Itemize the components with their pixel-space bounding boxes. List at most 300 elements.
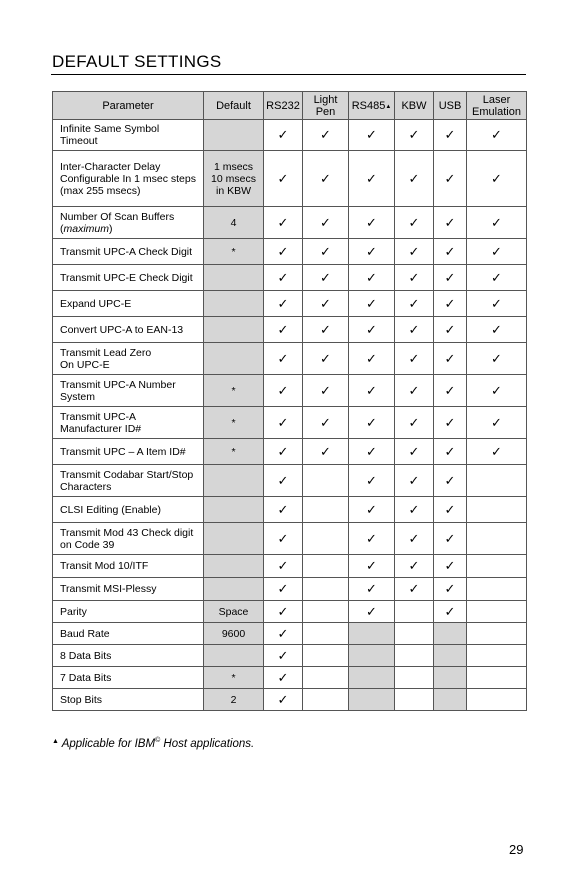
parameter-line: Number Of Scan Buffers bbox=[60, 210, 175, 223]
check-icon: ✓ bbox=[320, 321, 331, 337]
cell-light-pen bbox=[303, 497, 349, 523]
cell-usb bbox=[434, 120, 467, 151]
table-row bbox=[53, 239, 527, 265]
cell-light-pen bbox=[303, 407, 349, 439]
check-icon: ✓ bbox=[277, 321, 289, 337]
cell-rs232 bbox=[264, 601, 303, 623]
check-icon: ✓ bbox=[320, 295, 331, 311]
cell-rs232 bbox=[264, 151, 303, 207]
cell-rs485 bbox=[349, 667, 395, 689]
table-row bbox=[53, 151, 527, 207]
check-icon: ✓ bbox=[277, 295, 289, 311]
parameter-cell bbox=[53, 439, 204, 465]
parameter-cell bbox=[53, 555, 204, 578]
default-cell bbox=[204, 497, 264, 523]
page-number: 29 bbox=[509, 842, 524, 857]
parameter-line: (max 255 msecs) bbox=[60, 184, 141, 197]
cell-rs485 bbox=[349, 465, 395, 497]
header-laser-emulation: Laser Emulation bbox=[467, 92, 527, 120]
check-icon: ✓ bbox=[366, 269, 377, 285]
cell-rs485 bbox=[349, 120, 395, 151]
table-row bbox=[53, 120, 527, 151]
default-value: in KBW bbox=[215, 184, 251, 197]
cell-laser-emulation bbox=[467, 645, 527, 667]
cell-rs232 bbox=[264, 439, 303, 465]
parameter-line: Transmit UPC-A Check Digit bbox=[60, 245, 193, 258]
check-icon: ✓ bbox=[277, 603, 289, 619]
cell-light-pen bbox=[303, 239, 349, 265]
default-cell bbox=[204, 407, 264, 439]
check-icon: ✓ bbox=[444, 170, 456, 186]
parameter-cell bbox=[53, 317, 204, 343]
check-icon: ✓ bbox=[320, 443, 331, 459]
cell-laser-emulation bbox=[467, 407, 527, 439]
cell-kbw bbox=[395, 239, 434, 265]
parameter-line: Transmit UPC-A Number bbox=[60, 378, 176, 391]
default-value: * bbox=[231, 416, 236, 429]
parameter-cell bbox=[53, 601, 204, 623]
check-icon: ✓ bbox=[444, 243, 456, 259]
parameter-line: Infinite Same Symbol bbox=[60, 123, 160, 135]
check-icon: ✓ bbox=[408, 269, 420, 285]
check-icon: ✓ bbox=[320, 350, 331, 366]
cell-kbw bbox=[395, 667, 434, 689]
cell-laser-emulation bbox=[467, 497, 527, 523]
table-row bbox=[53, 555, 527, 578]
cell-rs485 bbox=[349, 645, 395, 667]
cell-kbw bbox=[395, 291, 434, 317]
cell-laser-emulation bbox=[467, 343, 527, 375]
check-icon: ✓ bbox=[277, 414, 289, 430]
check-icon: ✓ bbox=[408, 530, 420, 546]
cell-laser-emulation bbox=[467, 375, 527, 407]
registered-mark: © bbox=[155, 737, 161, 744]
table-row bbox=[53, 343, 527, 375]
cell-kbw bbox=[395, 465, 434, 497]
check-icon: ✓ bbox=[408, 472, 420, 488]
cell-usb bbox=[434, 407, 467, 439]
parameter-line: Expand UPC-E bbox=[60, 297, 132, 310]
cell-light-pen bbox=[303, 439, 349, 465]
cell-kbw bbox=[395, 555, 434, 578]
parameter-line: on Code 39 bbox=[60, 538, 115, 551]
page-title bbox=[52, 52, 222, 72]
check-icon: ✓ bbox=[444, 414, 456, 430]
check-icon: ✓ bbox=[277, 647, 289, 663]
check-icon: ✓ bbox=[491, 382, 502, 398]
parameter-line: Transmit Codabar Start/Stop bbox=[60, 468, 194, 481]
cell-light-pen bbox=[303, 375, 349, 407]
check-icon: ✓ bbox=[277, 581, 289, 596]
cell-light-pen bbox=[303, 151, 349, 207]
check-icon: ✓ bbox=[366, 501, 377, 517]
check-icon: ✓ bbox=[444, 530, 456, 546]
header-rs485 bbox=[349, 92, 395, 120]
check-icon: ✓ bbox=[277, 472, 289, 488]
default-cell bbox=[204, 523, 264, 555]
cell-laser-emulation bbox=[467, 439, 527, 465]
check-icon: ✓ bbox=[366, 414, 377, 430]
cell-rs232 bbox=[264, 407, 303, 439]
parameter-line: Timeout bbox=[60, 135, 98, 147]
check-icon: ✓ bbox=[444, 472, 456, 488]
table-header-row bbox=[53, 92, 527, 120]
default-cell bbox=[204, 645, 264, 667]
cell-laser-emulation bbox=[467, 239, 527, 265]
cell-laser-emulation bbox=[467, 523, 527, 555]
parameter-cell bbox=[53, 689, 204, 711]
header-rs485-label: RS485 bbox=[351, 99, 386, 112]
check-icon: ✓ bbox=[408, 581, 420, 596]
cell-kbw bbox=[395, 375, 434, 407]
cell-usb bbox=[434, 375, 467, 407]
cell-usb bbox=[434, 645, 467, 667]
title-initial-2: S bbox=[134, 52, 146, 71]
check-icon: ✓ bbox=[320, 170, 331, 186]
default-cell bbox=[204, 578, 264, 601]
check-icon: ✓ bbox=[491, 443, 502, 459]
cell-laser-emulation bbox=[467, 265, 527, 291]
cell-rs232 bbox=[264, 120, 303, 151]
default-cell bbox=[204, 265, 264, 291]
cell-usb bbox=[434, 439, 467, 465]
cell-rs485 bbox=[349, 239, 395, 265]
table-row bbox=[53, 578, 527, 601]
cell-kbw bbox=[395, 151, 434, 207]
cell-kbw bbox=[395, 407, 434, 439]
default-value: * bbox=[231, 445, 236, 458]
cell-rs232 bbox=[264, 265, 303, 291]
check-icon: ✓ bbox=[444, 214, 456, 230]
check-icon: ✓ bbox=[277, 127, 289, 142]
cell-rs232 bbox=[264, 555, 303, 578]
check-icon: ✓ bbox=[444, 382, 456, 398]
cell-laser-emulation bbox=[467, 465, 527, 497]
cell-rs232 bbox=[264, 623, 303, 645]
cell-kbw bbox=[395, 207, 434, 239]
cell-rs232 bbox=[264, 578, 303, 601]
cell-usb bbox=[434, 689, 467, 711]
cell-laser-emulation bbox=[467, 578, 527, 601]
cell-usb bbox=[434, 291, 467, 317]
check-icon: ✓ bbox=[408, 443, 420, 459]
check-icon: ✓ bbox=[277, 669, 289, 685]
check-icon: ✓ bbox=[366, 243, 377, 259]
default-cell bbox=[204, 239, 264, 265]
parameter-line: 7 Data Bits bbox=[60, 671, 112, 684]
parameter-cell bbox=[53, 375, 204, 407]
cell-usb bbox=[434, 465, 467, 497]
parameter-line: Transmit Mod 43 Check digit bbox=[60, 526, 194, 539]
parameter-line: Baud Rate bbox=[60, 627, 110, 640]
check-icon: ✓ bbox=[366, 295, 377, 311]
default-cell bbox=[204, 555, 264, 578]
table-row bbox=[53, 645, 527, 667]
cell-laser-emulation bbox=[467, 207, 527, 239]
check-icon: ✓ bbox=[408, 170, 420, 186]
check-icon: ✓ bbox=[366, 350, 377, 366]
cell-rs485 bbox=[349, 623, 395, 645]
check-icon: ✓ bbox=[277, 170, 289, 186]
parameter-line: Parity bbox=[60, 605, 87, 618]
check-icon: ✓ bbox=[277, 269, 289, 285]
cell-rs232 bbox=[264, 207, 303, 239]
check-icon: ✓ bbox=[408, 243, 420, 259]
check-icon: ✓ bbox=[277, 382, 289, 398]
triangle-icon: ▲ bbox=[52, 738, 59, 745]
parameter-cell bbox=[53, 151, 204, 207]
check-icon: ✓ bbox=[444, 501, 456, 517]
check-icon: ✓ bbox=[277, 214, 289, 230]
cell-laser-emulation bbox=[467, 120, 527, 151]
table-row bbox=[53, 623, 527, 645]
check-icon: ✓ bbox=[408, 127, 420, 142]
parameter-line: Manufacturer ID# bbox=[60, 422, 142, 435]
header-usb: USB bbox=[434, 92, 467, 120]
title-initial-1: D bbox=[52, 52, 65, 71]
parameter-cell bbox=[53, 623, 204, 645]
default-cell bbox=[204, 151, 264, 207]
parameter-cell bbox=[53, 667, 204, 689]
check-icon: ✓ bbox=[408, 382, 420, 398]
cell-light-pen bbox=[303, 465, 349, 497]
cell-usb bbox=[434, 151, 467, 207]
check-icon: ✓ bbox=[444, 581, 456, 596]
cell-light-pen bbox=[303, 689, 349, 711]
cell-rs232 bbox=[264, 239, 303, 265]
cell-rs485 bbox=[349, 578, 395, 601]
parameter-line: CLSI Editing (Enable) bbox=[60, 503, 161, 516]
cell-rs485 bbox=[349, 343, 395, 375]
parameter-line: (maximum) bbox=[60, 222, 113, 235]
cell-light-pen bbox=[303, 578, 349, 601]
check-icon: ✓ bbox=[277, 691, 289, 707]
parameter-cell bbox=[53, 120, 204, 151]
cell-usb bbox=[434, 523, 467, 555]
check-icon: ✓ bbox=[444, 603, 456, 619]
cell-usb bbox=[434, 667, 467, 689]
cell-rs485 bbox=[349, 265, 395, 291]
parameter-line: Transmit UPC-E Check Digit bbox=[60, 271, 193, 284]
cell-light-pen bbox=[303, 317, 349, 343]
check-icon: ✓ bbox=[320, 382, 331, 398]
cell-kbw bbox=[395, 265, 434, 291]
check-icon: ✓ bbox=[366, 530, 377, 546]
check-icon: ✓ bbox=[320, 414, 331, 430]
default-cell bbox=[204, 667, 264, 689]
default-value: 9600 bbox=[221, 627, 246, 640]
check-icon: ✓ bbox=[366, 558, 377, 573]
check-icon: ✓ bbox=[366, 581, 377, 596]
default-cell bbox=[204, 689, 264, 711]
cell-laser-emulation bbox=[467, 317, 527, 343]
check-icon: ✓ bbox=[408, 321, 420, 337]
cell-rs485 bbox=[349, 523, 395, 555]
cell-rs232 bbox=[264, 667, 303, 689]
cell-laser-emulation bbox=[467, 555, 527, 578]
cell-light-pen bbox=[303, 645, 349, 667]
check-icon: ✓ bbox=[408, 414, 420, 430]
cell-usb bbox=[434, 239, 467, 265]
table-row bbox=[53, 601, 527, 623]
check-icon: ✓ bbox=[366, 603, 377, 619]
default-cell bbox=[204, 623, 264, 645]
table-row bbox=[53, 207, 527, 239]
table-row bbox=[53, 667, 527, 689]
parameter-line: Stop Bits bbox=[60, 693, 103, 706]
parameter-line: Inter-Character Delay bbox=[60, 160, 161, 173]
parameter-cell bbox=[53, 497, 204, 523]
default-settings-table bbox=[52, 91, 527, 711]
default-value: 10 msecs bbox=[211, 172, 256, 185]
cell-rs485 bbox=[349, 207, 395, 239]
check-icon: ✓ bbox=[277, 530, 289, 546]
parameter-line: Transmit MSI-Plessy bbox=[60, 583, 157, 595]
cell-laser-emulation bbox=[467, 151, 527, 207]
check-icon: ✓ bbox=[444, 443, 456, 459]
footnote-text: Applicable for IBM bbox=[61, 737, 156, 750]
cell-laser-emulation bbox=[467, 291, 527, 317]
cell-rs485 bbox=[349, 439, 395, 465]
parameter-line: Transmit UPC – A Item ID# bbox=[60, 445, 186, 458]
default-cell bbox=[204, 465, 264, 497]
table-row bbox=[53, 465, 527, 497]
table-row bbox=[53, 407, 527, 439]
cell-light-pen bbox=[303, 667, 349, 689]
check-icon: ✓ bbox=[444, 127, 456, 142]
cell-rs485 bbox=[349, 497, 395, 523]
cell-usb bbox=[434, 623, 467, 645]
cell-kbw bbox=[395, 439, 434, 465]
parameter-cell bbox=[53, 343, 204, 375]
parameter-line: 8 Data Bits bbox=[60, 649, 112, 662]
check-icon: ✓ bbox=[408, 501, 420, 517]
cell-rs232 bbox=[264, 523, 303, 555]
check-icon: ✓ bbox=[491, 170, 502, 186]
cell-usb bbox=[434, 555, 467, 578]
check-icon: ✓ bbox=[320, 214, 331, 230]
default-value: 1 msecs bbox=[213, 160, 254, 173]
cell-laser-emulation bbox=[467, 689, 527, 711]
cell-usb bbox=[434, 601, 467, 623]
check-icon: ✓ bbox=[277, 243, 289, 259]
check-icon: ✓ bbox=[444, 295, 456, 311]
cell-usb bbox=[434, 317, 467, 343]
cell-laser-emulation bbox=[467, 667, 527, 689]
cell-rs232 bbox=[264, 645, 303, 667]
default-value: * bbox=[231, 245, 236, 258]
default-cell bbox=[204, 120, 264, 151]
table-row bbox=[53, 265, 527, 291]
cell-kbw bbox=[395, 343, 434, 375]
header-rs232: RS232 bbox=[264, 92, 303, 120]
check-icon: ✓ bbox=[277, 558, 289, 573]
cell-kbw bbox=[395, 497, 434, 523]
default-value: Space bbox=[218, 605, 249, 618]
parameter-line: Characters bbox=[60, 480, 112, 493]
check-icon: ✓ bbox=[366, 127, 377, 142]
header-light-pen: Light Pen bbox=[303, 92, 349, 120]
cell-rs485 bbox=[349, 407, 395, 439]
cell-rs232 bbox=[264, 465, 303, 497]
check-icon: ✓ bbox=[366, 170, 377, 186]
parameter-line: Configurable In 1 msec steps bbox=[60, 172, 196, 185]
cell-rs232 bbox=[264, 375, 303, 407]
table-row bbox=[53, 689, 527, 711]
triangle-icon: ▲ bbox=[385, 103, 392, 110]
check-icon: ✓ bbox=[491, 414, 502, 430]
cell-light-pen bbox=[303, 343, 349, 375]
cell-kbw bbox=[395, 601, 434, 623]
default-value: * bbox=[231, 671, 236, 684]
cell-kbw bbox=[395, 523, 434, 555]
cell-kbw bbox=[395, 120, 434, 151]
check-icon: ✓ bbox=[320, 269, 331, 285]
check-icon: ✓ bbox=[366, 382, 377, 398]
check-icon: ✓ bbox=[277, 350, 289, 366]
footnote-text-end: Host applications. bbox=[160, 737, 255, 750]
parameter-cell bbox=[53, 523, 204, 555]
cell-kbw bbox=[395, 578, 434, 601]
default-cell bbox=[204, 317, 264, 343]
cell-rs232 bbox=[264, 291, 303, 317]
check-icon: ✓ bbox=[277, 443, 289, 459]
check-icon: ✓ bbox=[408, 295, 420, 311]
header-default: Default bbox=[204, 92, 264, 120]
cell-light-pen bbox=[303, 120, 349, 151]
header-kbw: KBW bbox=[395, 92, 434, 120]
cell-light-pen bbox=[303, 555, 349, 578]
cell-kbw bbox=[395, 689, 434, 711]
default-cell bbox=[204, 207, 264, 239]
default-value: 4 bbox=[230, 216, 237, 229]
check-icon: ✓ bbox=[491, 269, 502, 285]
cell-light-pen bbox=[303, 265, 349, 291]
default-cell bbox=[204, 601, 264, 623]
parameter-cell bbox=[53, 207, 204, 239]
cell-light-pen bbox=[303, 601, 349, 623]
table-row bbox=[53, 291, 527, 317]
parameter-cell bbox=[53, 578, 204, 601]
table-row bbox=[53, 523, 527, 555]
table-row bbox=[53, 497, 527, 523]
title-rest-2: ETTINGS bbox=[145, 52, 222, 71]
cell-laser-emulation bbox=[467, 601, 527, 623]
parameter-line: Transit Mod 10/ITF bbox=[60, 560, 149, 572]
cell-rs485 bbox=[349, 601, 395, 623]
check-icon: ✓ bbox=[444, 558, 456, 573]
cell-rs232 bbox=[264, 343, 303, 375]
check-icon: ✓ bbox=[408, 214, 420, 230]
check-icon: ✓ bbox=[320, 127, 331, 142]
cell-rs485 bbox=[349, 291, 395, 317]
table-row bbox=[53, 375, 527, 407]
check-icon: ✓ bbox=[366, 321, 377, 337]
parameter-cell bbox=[53, 465, 204, 497]
cell-rs485 bbox=[349, 151, 395, 207]
table-row bbox=[53, 439, 527, 465]
check-icon: ✓ bbox=[444, 269, 456, 285]
check-icon: ✓ bbox=[408, 558, 420, 573]
cell-usb bbox=[434, 265, 467, 291]
cell-rs485 bbox=[349, 689, 395, 711]
footnote bbox=[52, 737, 254, 750]
cell-kbw bbox=[395, 623, 434, 645]
check-icon: ✓ bbox=[366, 472, 377, 488]
check-icon: ✓ bbox=[491, 321, 502, 337]
parameter-line: Convert UPC-A to EAN-13 bbox=[60, 323, 184, 336]
check-icon: ✓ bbox=[366, 214, 377, 230]
